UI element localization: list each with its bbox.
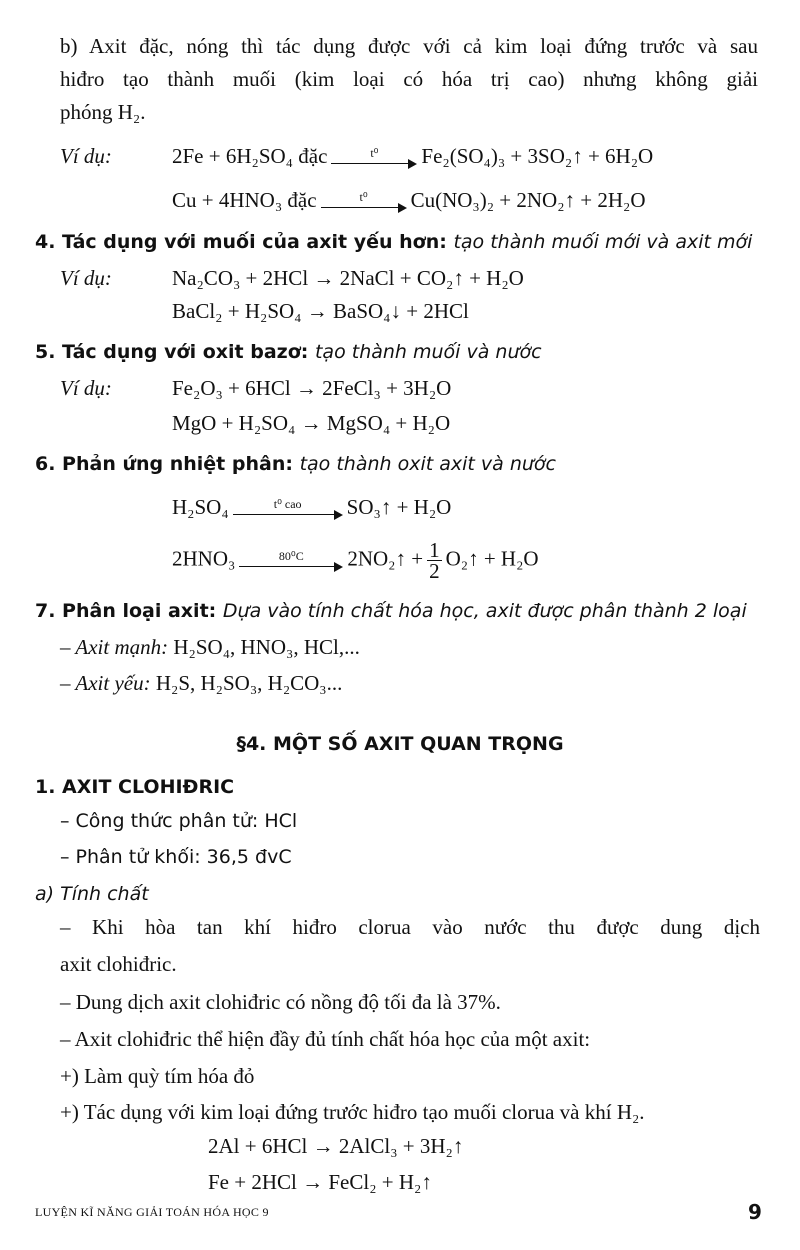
section-heading-7 xyxy=(35,597,747,625)
equation-row xyxy=(60,142,653,170)
section-desc: tạo thành muối và nước xyxy=(314,341,542,363)
fraction-numerator: 1 xyxy=(429,538,440,562)
arrow-condition: t⁰ cao xyxy=(273,497,302,512)
fraction xyxy=(427,540,442,581)
intro-b-line3: phóng H₂. xyxy=(60,100,146,124)
page-number: 9 xyxy=(748,1200,762,1224)
section-title: 5. Tác dụng với oxit bazơ: xyxy=(35,341,309,363)
weak-acid-value: H₂S, H₂SO₃, H₂CO₃... xyxy=(155,671,343,695)
equation-row xyxy=(172,186,646,214)
equation: Na₂CO₃ + 2HCl → 2NaCl + CO₂↑ + H₂O xyxy=(172,266,524,290)
eq-left: 2Fe + 6H₂SO₄ đặc xyxy=(172,144,328,168)
section-desc: tạo thành oxit axit và nước xyxy=(299,453,556,475)
reaction-arrow-icon xyxy=(233,498,343,520)
arrow-condition: t⁰ xyxy=(359,190,368,205)
equation-row xyxy=(172,493,451,521)
section-heading-6 xyxy=(35,450,556,478)
reaction-arrow-icon xyxy=(239,550,343,572)
example-label: Ví dụ: xyxy=(60,144,112,168)
hcl-heading: 1. AXIT CLOHIĐRIC xyxy=(35,776,235,798)
eq-right-part1: 2NO₂↑ + xyxy=(347,546,424,571)
weak-acid-line xyxy=(60,669,342,697)
property-3: – Axit clohiđric thể hiện đầy đủ tính chất hóa học của một axit: xyxy=(60,1027,591,1051)
equation: 2Al + 6HCl → 2AlCl₃ + 3H₂↑ xyxy=(208,1134,464,1158)
eq-left: Cu + 4HNO₃ đặc xyxy=(172,188,317,212)
section-title: 7. Phân loại axit: xyxy=(35,600,217,622)
mass-line: – Phân tử khối: 36,5 đvC xyxy=(60,846,292,868)
eq-right: Fe₂(SO₄)₃ + 3SO₂↑ + 6H₂O xyxy=(421,144,654,168)
chapter-title: §4. MỘT SỐ AXIT QUAN TRỌNG xyxy=(236,733,564,755)
fraction-denominator: 2 xyxy=(429,559,440,583)
example-label: Ví dụ: xyxy=(60,266,112,290)
reaction-arrow-icon xyxy=(321,191,407,213)
section-title: 4. Tác dụng với muối của axit yếu hơn: xyxy=(35,231,447,253)
eq-right: SO₃↑ + H₂O xyxy=(346,495,452,519)
equation-row xyxy=(60,264,524,292)
plus-item-1: +) Làm quỳ tím hóa đỏ xyxy=(60,1064,255,1088)
equation: Fe + 2HCl → FeCl₂ + H₂↑ xyxy=(208,1170,432,1194)
plus-item-2: +) Tác dụng với kim loại đứng trước hiđro tạo muối clorua và khí H₂. xyxy=(60,1100,645,1124)
property-1-line1: – Khi hòa tan khí hiđro clorua vào nước thu được dung dịch xyxy=(60,915,760,939)
arrow-condition: 80⁰C xyxy=(278,548,304,563)
section-desc: Dựa vào tính chất hóa học, axit được phân thành 2 loại xyxy=(222,600,747,622)
section-title: 6. Phản ứng nhiệt phân: xyxy=(35,453,293,475)
intro-b-line1: b) Axit đặc, nóng thì tác dụng được với cả kim loại đứng trước và sau xyxy=(60,34,758,58)
property-2: – Dung dịch axit clohiđric có nồng độ tối đa là 37%. xyxy=(60,990,501,1014)
equation-row xyxy=(60,374,451,402)
eq-right-part2: O₂↑ + H₂O xyxy=(445,546,539,571)
eq-right: Cu(NO₃)₂ + 2NO₂↑ + 2H₂O xyxy=(410,188,646,212)
weak-acid-label: – Axit yếu: xyxy=(60,671,151,695)
intro-b-line2: hiđro tạo thành muối (kim loại có hóa trị cao) nhưng không giải xyxy=(60,67,758,91)
property-1-line2: axit clohiđric. xyxy=(60,952,177,976)
equation-row xyxy=(172,540,539,581)
equation: BaCl₂ + H₂SO₄ → BaSO₄↓ + 2HCl xyxy=(172,299,469,323)
eq-left: 2HNO₃ xyxy=(172,546,236,571)
formula-line: – Công thức phân tử: HCl xyxy=(60,810,298,832)
strong-acid-label: – Axit mạnh: xyxy=(60,635,169,659)
properties-heading: a) Tính chất xyxy=(35,883,149,905)
equation: Fe₂O₃ + 6HCl → 2FeCl₃ + 3H₂O xyxy=(172,376,452,400)
section-heading-5 xyxy=(35,338,542,366)
example-label: Ví dụ: xyxy=(60,376,112,400)
strong-acid-line xyxy=(60,633,360,661)
eq-left: H₂SO₄ xyxy=(172,495,229,519)
section-heading-4 xyxy=(35,228,752,256)
reaction-arrow-icon xyxy=(331,147,417,169)
equation: MgO + H₂SO₄ → MgSO₄ + H₂O xyxy=(172,411,451,435)
arrow-condition: t⁰ xyxy=(370,146,379,161)
section-desc: tạo thành muối mới và axit mới xyxy=(453,231,753,253)
strong-acid-value: H₂SO₄, HNO₃, HCl,... xyxy=(173,635,360,659)
footer-book-title: LUYỆN KĨ NĂNG GIẢI TOÁN HÓA HỌC 9 xyxy=(35,1205,269,1219)
